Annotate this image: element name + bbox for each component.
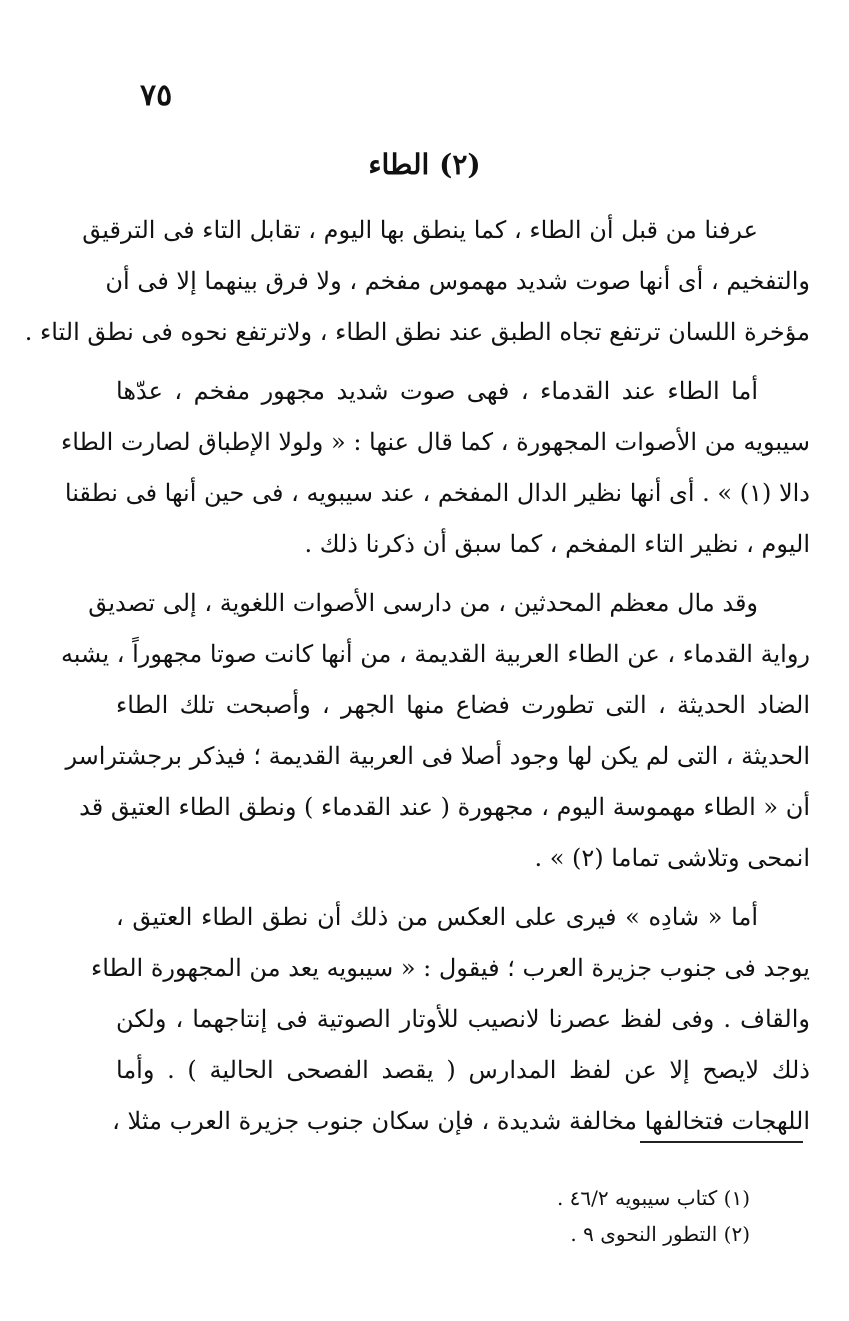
footnote-divider [640, 1141, 803, 1143]
text-line: دالا (١) » . أى أنها نظير الدال المفخم ، عند سيبويه ، فى حين أنها فى نطقنا [64, 479, 810, 507]
footnote-2: (٢) التطور النحوى ٩ . [570, 1222, 750, 1246]
text-line: رواية القدماء ، عن الطاء العربية القديمة ، من أنها كانت صوتا مجهوراً ، يشبه [60, 640, 810, 668]
text-line: عرفنا من قبل أن الطاء ، كما ينطق بها اليوم ، تقابل التاء فى الترقيق [82, 216, 758, 244]
footnote-1: (١) كتاب سيبويه ٤٦/٢ . [556, 1186, 750, 1210]
text-line: والقاف . وفى لفظ عصرنا لانصيب للأوتار الصوتية فى إنتاجهما ، ولكن [116, 1005, 810, 1033]
body-text [24, 205, 810, 1155]
paragraph-1 [24, 205, 810, 358]
text-line: أن « الطاء مهموسة اليوم ، مجهورة ( عند القدماء ) ونطق الطاء العتيق قد [79, 793, 810, 821]
text-line: اليوم ، نظير التاء المفخم ، كما سبق أن ذكرنا ذلك . [304, 530, 810, 558]
paragraph-2 [60, 366, 810, 570]
paragraph-4 [90, 892, 810, 1147]
text-line: يوجد فى جنوب جزيرة العرب ؛ فيقول : « سيبويه يعد من المجهورة الطاء [90, 954, 810, 982]
paragraph-3 [60, 578, 810, 884]
page-number: ٧٥ [140, 78, 173, 113]
text-line: أما الطاء عند القدماء ، فهى صوت شديد مجهور مفخم ، عدّها [116, 377, 758, 405]
text-line: سيبويه من الأصوات المجهورة ، كما قال عنها : « ولولا الإطباق لصارت الطاء [60, 428, 810, 456]
text-line: ذلك لايصح إلا عن لفظ المدارس ( يقصد الفصحى الحالية ) . وأما [116, 1056, 810, 1084]
text-line: الضاد الحديثة ، التى تطورت فضاع منها الجهر ، وأصبحت تلك الطاء [116, 691, 810, 719]
text-line: الحديثة ، التى لم يكن لها وجود أصلا فى العربية القديمة ؛ فيذكر برجشتراسر [65, 742, 810, 770]
text-line: انمحى وتلاشى تماما (٢) » . [534, 844, 810, 872]
text-line: مؤخرة اللسان ترتفع تجاه الطبق عند نطق الطاء ، ولاترتفع نحوه فى نطق التاء . [24, 318, 810, 346]
text-line: اللهجات فتخالفها مخالفة شديدة ، فإن سكان جنوب جزيرة العرب مثلا ، [112, 1107, 810, 1135]
text-line: أما « شادِه » فيرى على العكس من ذلك أن نطق الطاء العتيق ، [116, 903, 758, 931]
text-line: وقد مال معظم المحدثين ، من دارسى الأصوات اللغوية ، إلى تصديق [88, 589, 758, 617]
section-heading: (٢) الطاء [368, 148, 481, 181]
text-line: والتفخيم ، أى أنها صوت شديد مهموس مفخم ، ولا فرق بينهما إلا فى أن [105, 267, 810, 295]
footnotes [300, 1180, 750, 1252]
